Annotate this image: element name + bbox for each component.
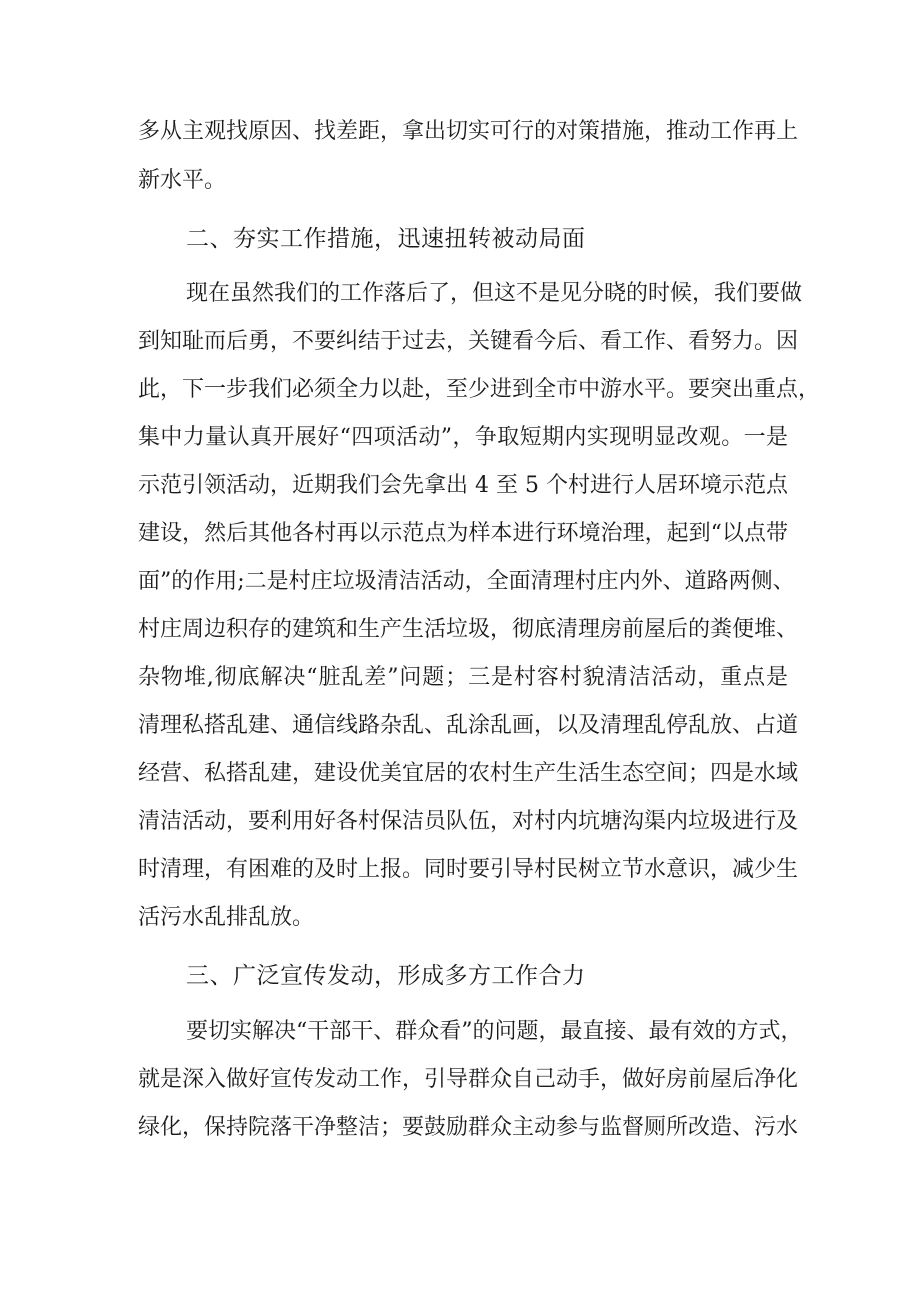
section-3-heading: 三、广泛宣传发动，形成多方工作合力 [186,963,586,989]
section-2-line-11: 经营、私搭乱建，建设优美宜居的农村生产生活生态空间；四是水域 [138,761,799,786]
section-2-line-10: 清理私搭乱建、通信线路杂乱、乱涂乱画，以及清理乱停乱放、占道 [138,713,799,738]
section-2-line-1: 现在虽然我们的工作落后了，但这不是见分晓的时候，我们要做 [186,281,803,306]
section-2-line-2: 到知耻而后勇，不要纠结于过去，关键看今后、看工作、看努力。因 [138,329,799,354]
section-3-line-3: 绿化，保持院落干净整洁；要鼓励群众主动参与监督厕所改造、污水 [138,1115,799,1140]
section-2-line-6: 建设，然后其他各村再以示范点为样本进行环境治理，起到“以点带 [138,521,788,546]
section-2-line-8: 村庄周边积存的建筑和生产生活垃圾，彻底清理房前屋后的粪便堆、 [138,617,799,642]
section-2-line-4: 集中力量认真开展好“四项活动”，争取短期内实现明显改观。一是 [138,425,788,450]
section-2-line-13: 时清理，有困难的及时上报。同时要引导村民树立节水意识，减少生 [138,857,799,882]
section-2-line-14: 活污水乱排乱放。 [138,905,315,930]
section-2-line-3: 此，下一步我们必须全力以赴，至少进到全市中游水平。要突出重点， [138,377,821,402]
section-2-line-7: 面”的作用;二是村庄垃圾清洁活动，全面清理村庄内外、道路两侧、 [138,569,795,594]
intro-line-2: 新水平。 [138,168,227,193]
intro-line-1: 多从主观找原因、找差距，拿出切实可行的对策措施，推动工作再上 [138,119,799,144]
section-3-line-1: 要切实解决“干部干、群众看”的问题，最直接、最有效的方式， [186,1019,803,1044]
section-2-heading: 二、夯实工作措施，迅速扭转被动局面 [186,226,586,252]
section-2-line-5: 示范引领活动，近期我们会先拿出 4 至 5 个村进行人居环境示范点 [138,473,788,498]
section-3-line-2: 就是深入做好宣传发动工作，引导群众自己动手，做好房前屋后净化 [138,1067,799,1092]
section-2-line-9: 杂物堆,彻底解决“脏乱差”问题；三是村容村貌清洁活动，重点是 [138,665,788,690]
section-2-line-12: 清洁活动，要利用好各村保洁员队伍，对村内坑塘沟渠内垃圾进行及 [138,809,799,834]
